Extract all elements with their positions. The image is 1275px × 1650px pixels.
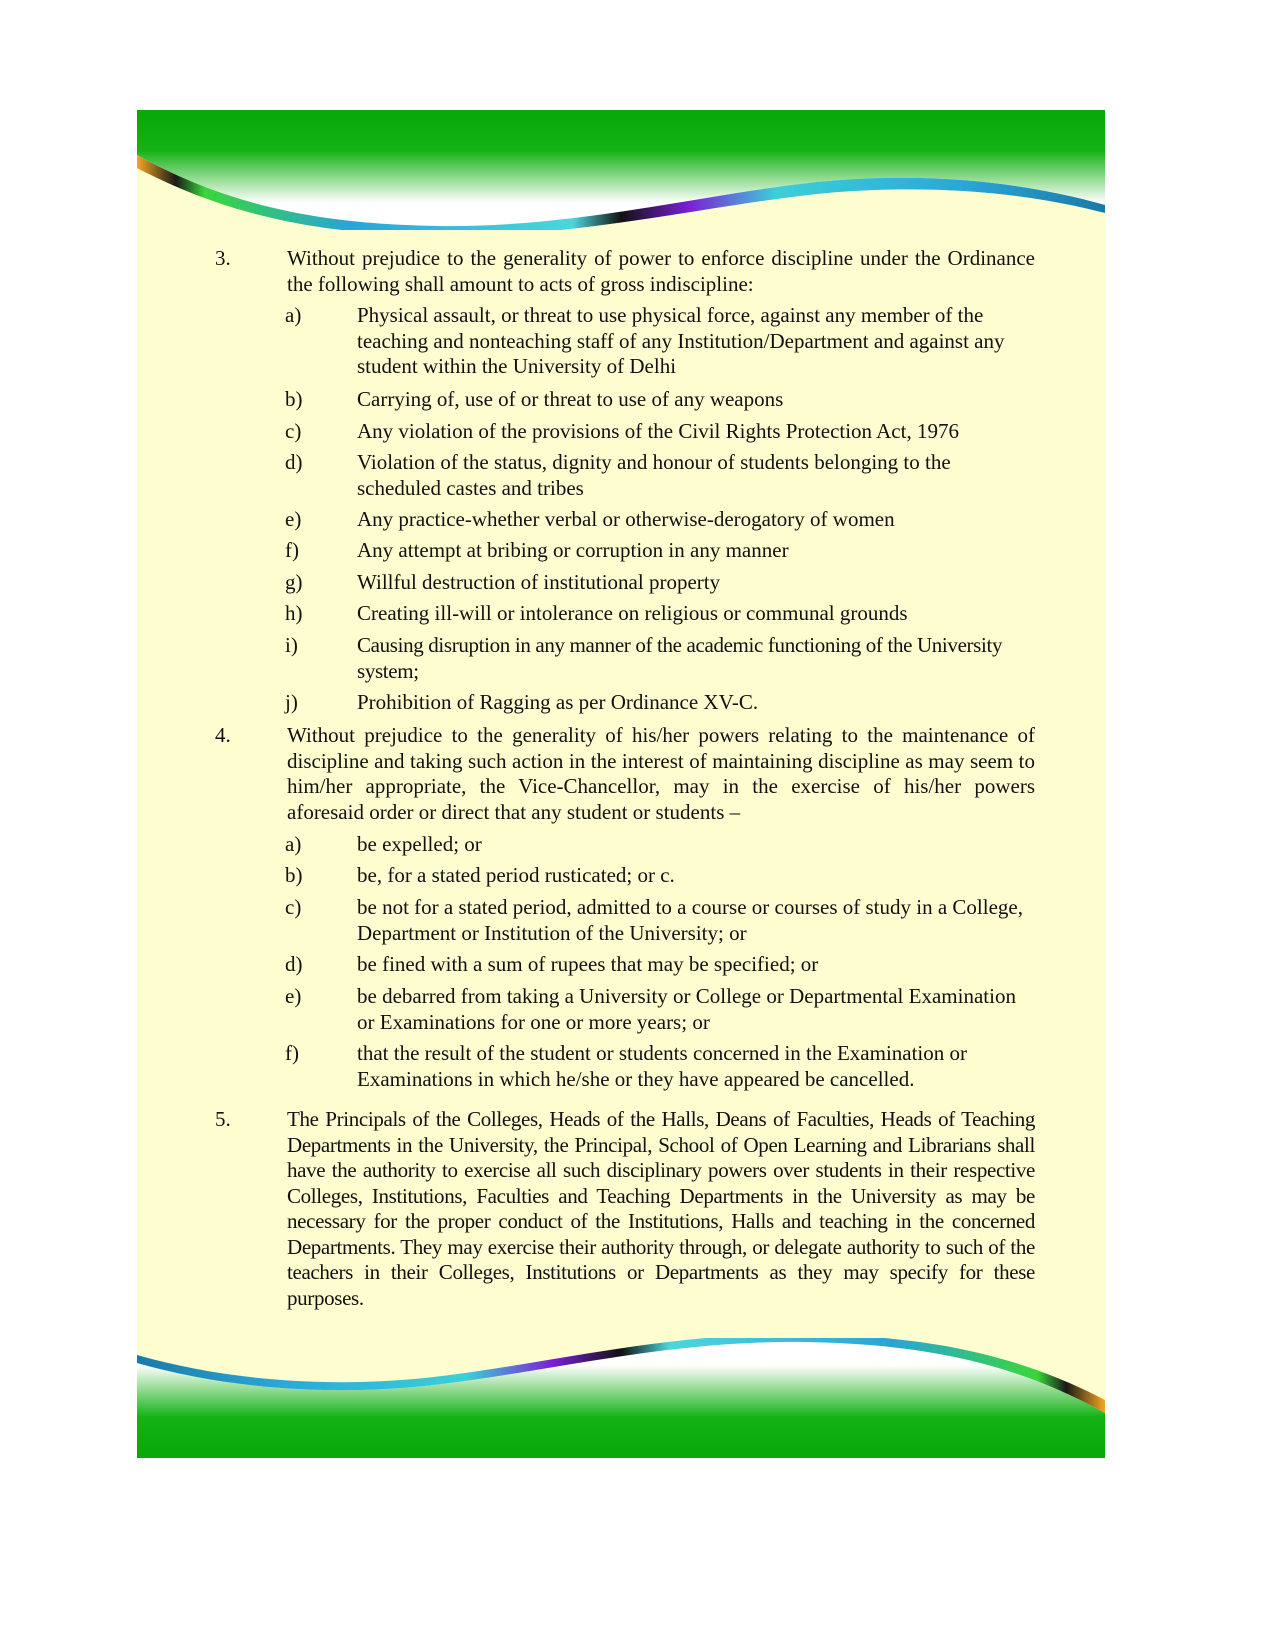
item-label: f) [285, 1041, 299, 1065]
item-label: i) [285, 633, 298, 657]
item-label: c) [285, 419, 302, 443]
page-frame [137, 110, 1105, 1458]
item-text: that the result of the student or students concerned in the Examination or Examinations in which he/she or they have appeared be cancelled. [357, 1041, 968, 1091]
item-text: Violation of the status, dignity and honour of students belonging to the scheduled castes and tribes [357, 450, 951, 500]
item-text: Carrying of, use of or threat to use of any weapons [357, 387, 784, 411]
item-text: be, for a stated period rusticated; or c. [357, 863, 675, 887]
item-text: Prohibition of Ragging as per Ordinance XV-C. [357, 690, 759, 714]
item-text: Physical assault, or threat to use physical force, against any member of the teaching and nonteaching staff of any Institution/Department and against any student within the University of Delhi [357, 303, 1005, 378]
item-label: e) [285, 507, 302, 531]
item-text: Any practice-whether verbal or otherwise-derogatory of women [357, 507, 895, 531]
item-label: d) [285, 450, 303, 474]
item-text: Any attempt at bribing or corruption in any manner [357, 538, 789, 562]
header-wave-banner [137, 110, 1105, 230]
section-number: 4. [215, 723, 231, 747]
item-text: be fined with a sum of rupees that may be specified; or [357, 952, 819, 976]
item-text: Willful destruction of institutional property [357, 570, 721, 594]
header-wave-graphic [137, 110, 1105, 230]
item-label: d) [285, 952, 303, 976]
item-text: Any violation of the provisions of the Civil Rights Protection Act, 1976 [357, 419, 959, 443]
item-text: Causing disruption in any manner of the academic functioning of the University system; [357, 633, 1003, 683]
item-label: b) [285, 387, 303, 411]
section-text: The Principals of the Colleges, Heads of the Halls, Deans of Faculties, Heads of Teaching Departments in the University, the Principal, School of Open Learning and Librarians shall have the authority to exercise all such disciplinary powers over students in their respective Colleges, Institutions, Faculties and Teaching Departments in the University as may be necessary for the proper conduct of the Institutions, Halls and teaching in the concerned Departments. They may exercise their authority through, or delegate authority to such of the teachers in their Colleges, Institutions or Departments as they may specify for these purposes. [287, 1107, 1035, 1310]
item-label: a) [285, 303, 302, 327]
item-label: c) [285, 895, 302, 919]
section-text: Without prejudice to the generality of power to enforce discipline under the Ordinance the following shall amount to acts of gross indiscipline: [287, 246, 1035, 296]
item-text: Creating ill-will or intolerance on religious or communal grounds [357, 601, 908, 625]
item-label: j) [285, 690, 298, 714]
item-text: be expelled; or [357, 832, 482, 856]
item-label: h) [285, 601, 303, 625]
item-label: a) [285, 832, 302, 856]
item-label: f) [285, 538, 299, 562]
section-number: 5. [215, 1107, 231, 1131]
section-text: Without prejudice to the generality of his/her powers relating to the maintenance of discipline and taking such action in the interest of maintaining discipline as may seem to him/her appropriate, the Vice-Chancellor, may in the exercise of his/her powers aforesaid order or direct that any student or students – [287, 723, 1035, 824]
item-text: be not for a stated period, admitted to a course or courses of study in a College, Department or Institution of the University; or [357, 895, 1023, 945]
section-number: 3. [215, 246, 231, 270]
item-label: g) [285, 570, 303, 594]
item-label: e) [285, 984, 302, 1008]
item-text: be debarred from taking a University or College or Departmental Examination or Examinations for one or more years; or [357, 984, 1016, 1034]
footer-wave-banner [137, 1338, 1105, 1458]
footer-wave-graphic [137, 1338, 1105, 1458]
item-label: b) [285, 863, 303, 887]
